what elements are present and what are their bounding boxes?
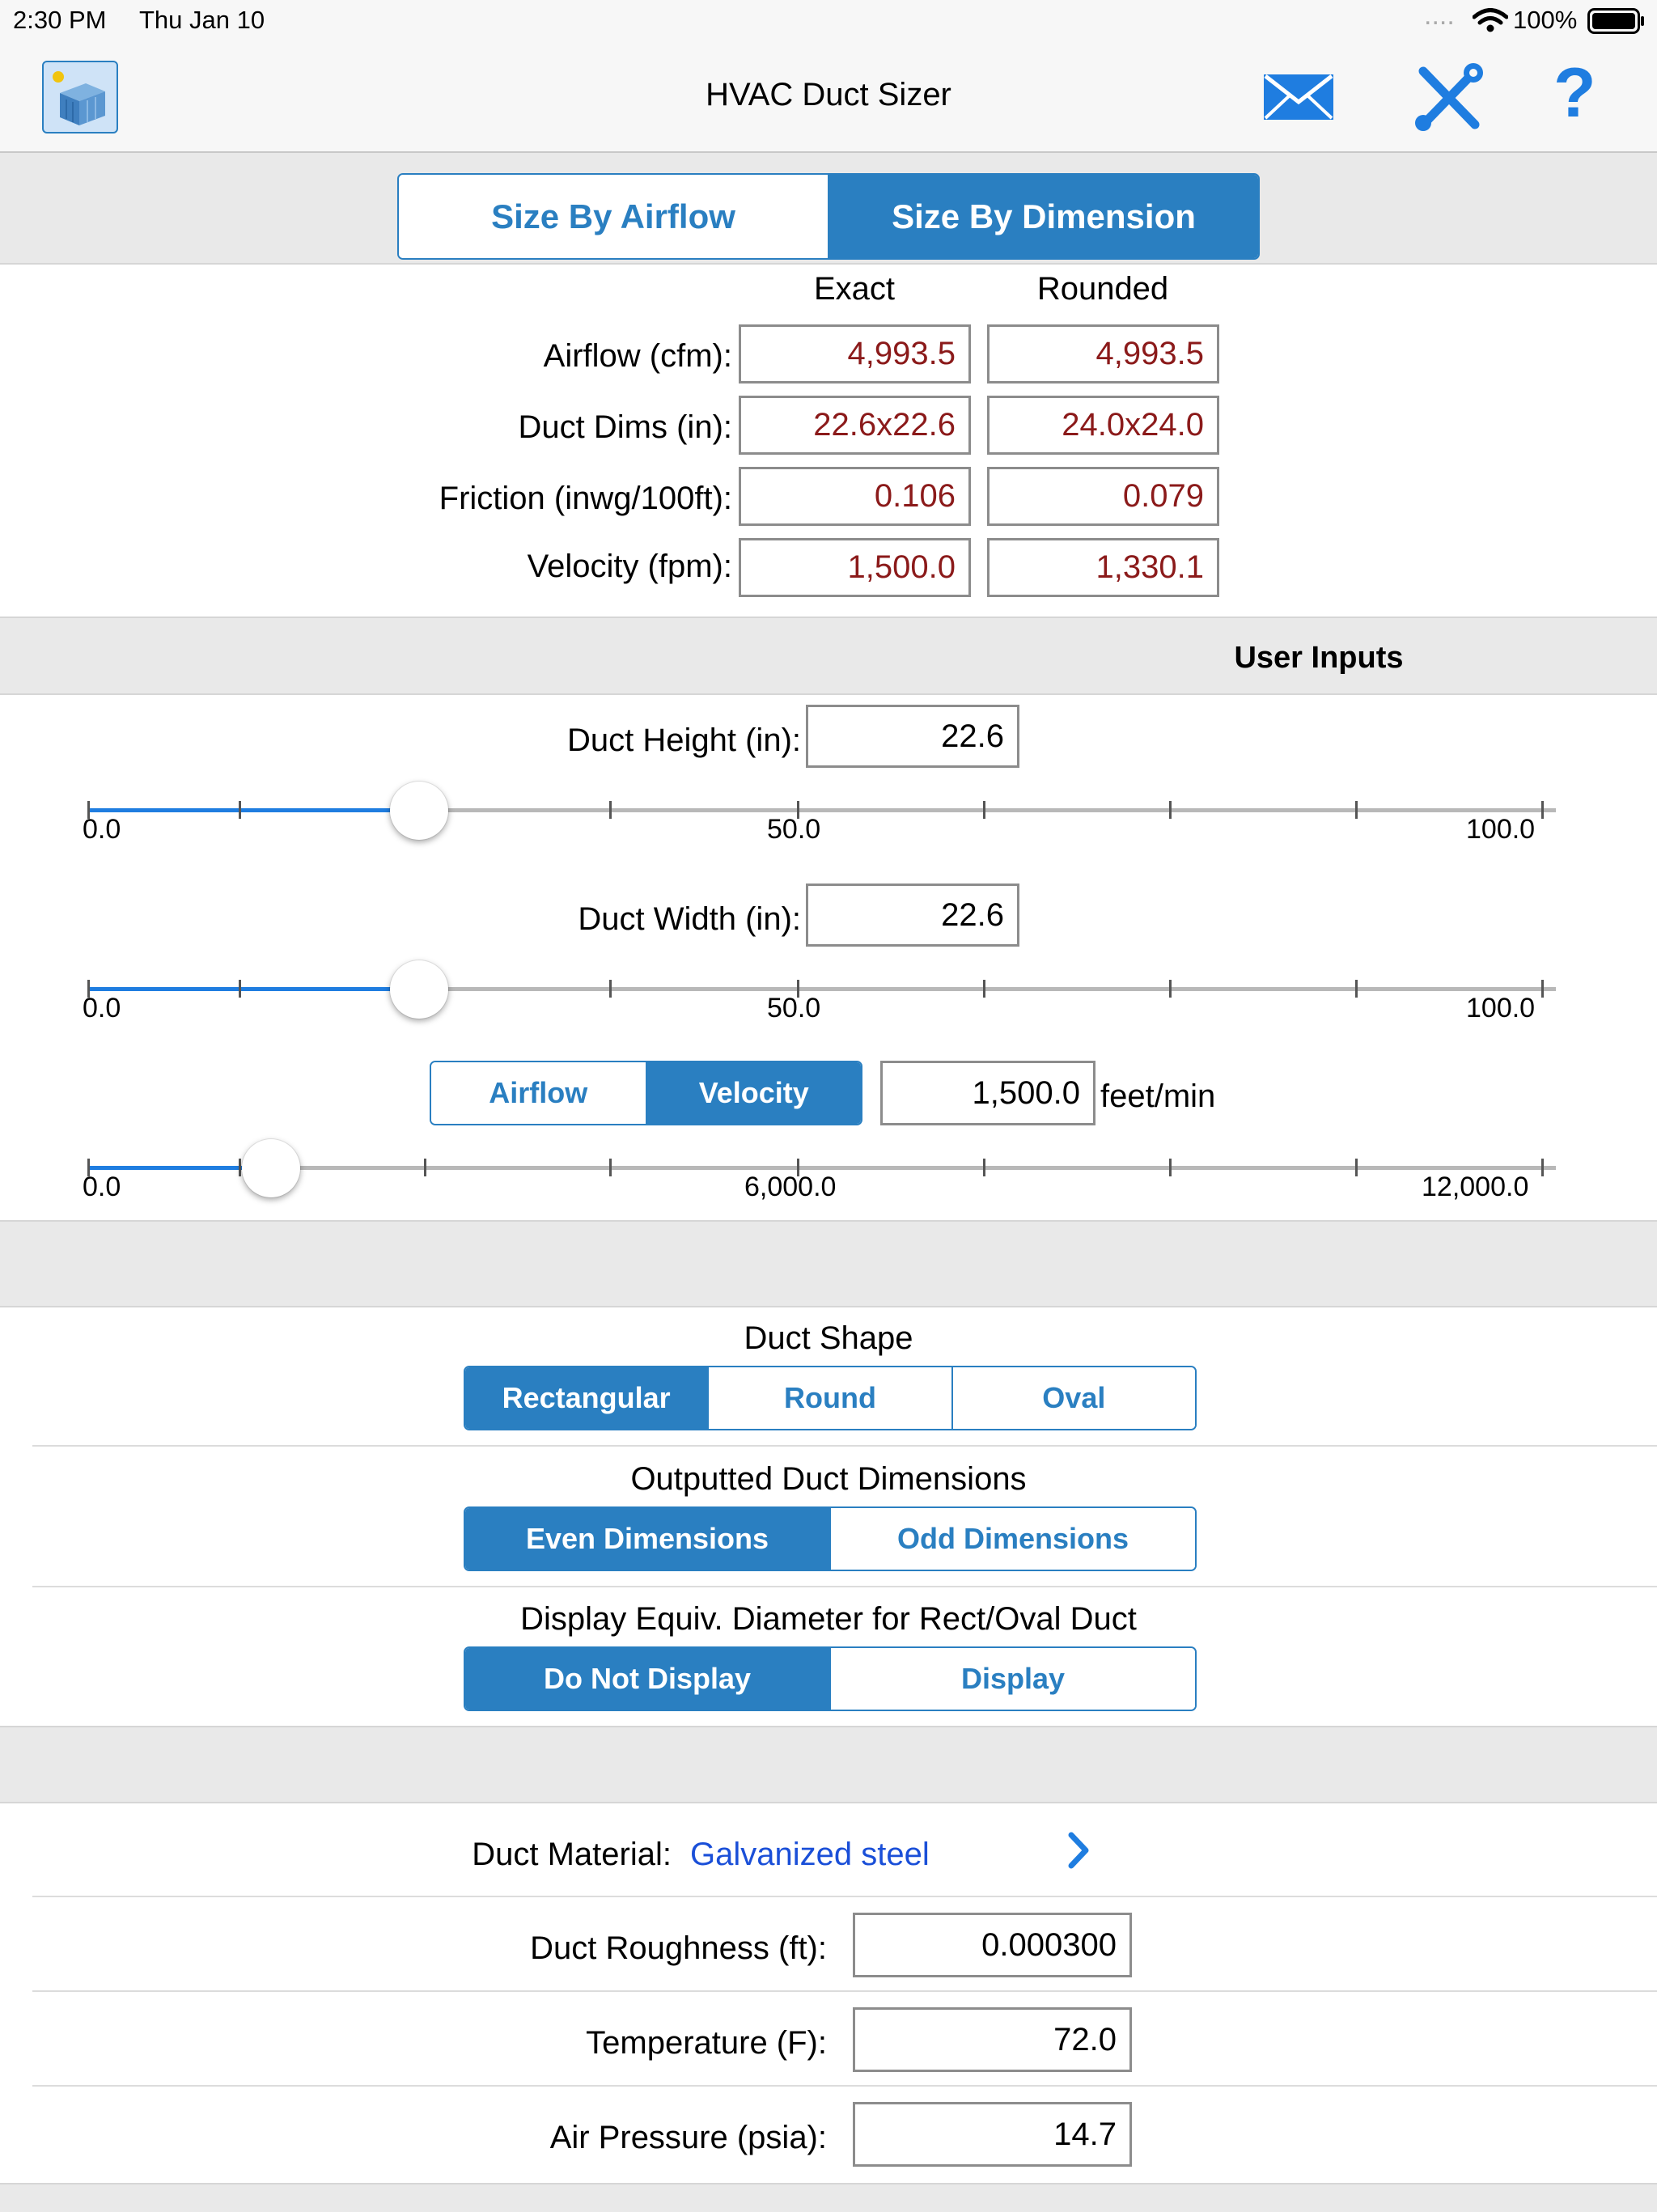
bottom-band <box>0 2183 1657 2212</box>
duct-material-value[interactable]: Galvanized steel <box>690 1837 930 1872</box>
slider-thumb[interactable] <box>242 1139 300 1197</box>
friction-exact-value: 0.106 <box>739 467 971 526</box>
page-title: HVAC Duct Sizer <box>706 77 951 112</box>
exact-column-header: Exact <box>813 271 896 307</box>
email-icon[interactable] <box>1262 73 1335 121</box>
slider-tick <box>983 801 985 819</box>
option-even-dimensions[interactable]: Even Dimensions <box>465 1508 829 1570</box>
divider <box>32 2085 1657 2087</box>
duct-dims-label: Duct Dims (in): <box>518 409 732 445</box>
duct-height-min-label: 0.0 <box>83 814 121 845</box>
equiv-diameter-title: Display Equiv. Diameter for Rect/Oval Duct <box>520 1601 1137 1637</box>
option-display[interactable]: Display <box>829 1648 1195 1710</box>
chevron-right-icon[interactable] <box>1066 1830 1091 1871</box>
slider-tick <box>239 1159 241 1176</box>
duct-dims-exact-value: 22.6x22.6 <box>739 396 971 455</box>
status-date: Thu Jan 10 <box>139 6 265 34</box>
airflow-rounded-value: 4,993.5 <box>987 324 1219 383</box>
duct-width-input[interactable]: 22.6 <box>806 884 1019 947</box>
battery-icon <box>1587 8 1644 34</box>
slider-tick <box>609 801 612 819</box>
option-airflow[interactable]: Airflow <box>431 1062 646 1124</box>
divider <box>32 1990 1657 1992</box>
divider <box>0 263 1657 265</box>
airflow-label: Airflow (cfm): <box>543 338 732 374</box>
friction-rounded-value: 0.079 <box>987 467 1219 526</box>
duct-shape-title: Duct Shape <box>744 1320 913 1356</box>
duct-shape-segmented-control <box>464 1366 1197 1430</box>
tools-icon[interactable] <box>1412 63 1485 131</box>
duct-height-max-label: 100.0 <box>1466 814 1536 845</box>
signal-dots: .... <box>1424 0 1455 31</box>
slider-tick <box>1541 801 1544 819</box>
divider <box>32 1445 1657 1447</box>
equiv-diameter-segmented-control <box>464 1646 1197 1711</box>
option-do-not-display[interactable]: Do Not Display <box>465 1648 829 1710</box>
tab-size-by-dimension[interactable]: Size By Dimension <box>828 175 1258 258</box>
slider-tick <box>1541 1159 1544 1176</box>
section-spacer <box>0 1727 1657 1802</box>
slider-tick <box>424 1159 426 1176</box>
divider <box>0 693 1657 695</box>
duct-width-slider[interactable] <box>87 980 1556 999</box>
divider <box>0 1306 1657 1307</box>
section-spacer <box>0 1222 1657 1306</box>
flow-mode-segmented-control <box>430 1061 862 1125</box>
status-time: 2:30 PM <box>13 6 107 34</box>
option-round[interactable]: Round <box>707 1367 951 1429</box>
tab-size-by-airflow[interactable]: Size By Airflow <box>399 175 828 258</box>
duct-material-label: Duct Material: <box>472 1837 672 1872</box>
battery-percent: 100% <box>1513 6 1578 34</box>
slider-tick <box>983 980 985 998</box>
slider-tick <box>609 980 612 998</box>
output-dims-segmented-control <box>464 1506 1197 1571</box>
friction-label: Friction (inwg/100ft): <box>439 481 732 516</box>
slider-thumb[interactable] <box>390 782 448 840</box>
wifi-icon <box>1473 8 1508 31</box>
airflow-exact-value: 4,993.5 <box>739 324 971 383</box>
slider-tick <box>1355 1159 1358 1176</box>
duct-height-mid-label: 50.0 <box>767 814 821 845</box>
flow-unit-label: feet/min <box>1100 1078 1216 1114</box>
mode-segmented-control <box>397 173 1260 260</box>
flow-max-label: 12,000.0 <box>1422 1172 1529 1202</box>
output-dims-title: Outputted Duct Dimensions <box>630 1461 1027 1497</box>
option-odd-dimensions[interactable]: Odd Dimensions <box>829 1508 1195 1570</box>
flow-mid-label: 6,000.0 <box>744 1172 837 1202</box>
option-velocity[interactable]: Velocity <box>646 1062 862 1124</box>
divider <box>32 1896 1657 1897</box>
slider-tick <box>1541 980 1544 998</box>
duct-dims-rounded-value: 24.0x24.0 <box>987 396 1219 455</box>
slider-fill <box>87 808 419 812</box>
pressure-label: Air Pressure (psia): <box>549 2120 827 2155</box>
option-rectangular[interactable]: Rectangular <box>465 1367 707 1429</box>
user-inputs-header: User Inputs <box>1234 641 1404 675</box>
duct-height-input[interactable]: 22.6 <box>806 705 1019 768</box>
pressure-input[interactable]: 14.7 <box>853 2102 1132 2167</box>
slider-fill <box>87 987 419 991</box>
duct-width-min-label: 0.0 <box>83 993 121 1023</box>
slider-tick <box>1169 801 1172 819</box>
flow-value-input[interactable]: 1,500.0 <box>880 1061 1095 1125</box>
rounded-column-header: Rounded <box>1036 271 1169 307</box>
slider-tick <box>1355 980 1358 998</box>
duct-width-max-label: 100.0 <box>1466 993 1536 1023</box>
duct-height-slider[interactable] <box>87 801 1556 820</box>
duct-width-label: Duct Width (in): <box>578 901 801 937</box>
divider <box>32 1586 1657 1587</box>
slider-tick <box>239 980 241 998</box>
duct-height-label: Duct Height (in): <box>567 723 801 758</box>
option-oval[interactable]: Oval <box>951 1367 1195 1429</box>
flow-min-label: 0.0 <box>83 1172 121 1202</box>
velocity-label: Velocity (fpm): <box>527 549 732 584</box>
temperature-input[interactable]: 72.0 <box>853 2007 1132 2072</box>
temperature-label: Temperature (F): <box>586 2025 827 2061</box>
slider-track <box>87 1166 1556 1170</box>
slider-tick <box>983 1159 985 1176</box>
slider-thumb[interactable] <box>390 960 448 1019</box>
duct-width-mid-label: 50.0 <box>767 993 821 1023</box>
roughness-input[interactable]: 0.000300 <box>853 1913 1132 1977</box>
slider-tick <box>609 1159 612 1176</box>
velocity-exact-value: 1,500.0 <box>739 538 971 597</box>
slider-tick <box>1169 1159 1172 1176</box>
velocity-rounded-value: 1,330.1 <box>987 538 1219 597</box>
roughness-label: Duct Roughness (ft): <box>530 1930 827 1966</box>
help-icon[interactable]: ? <box>1553 54 1596 132</box>
slider-tick <box>1169 980 1172 998</box>
slider-tick <box>1355 801 1358 819</box>
slider-tick <box>239 801 241 819</box>
